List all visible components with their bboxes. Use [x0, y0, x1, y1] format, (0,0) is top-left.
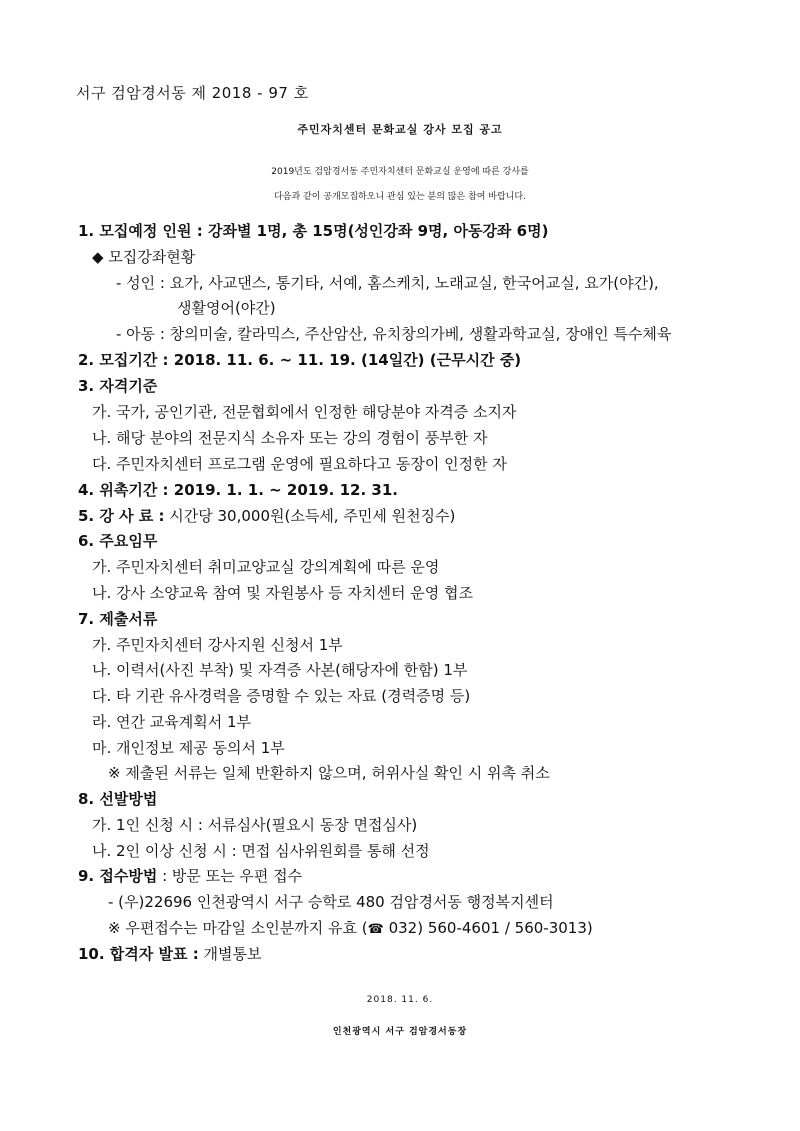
- section-7-item-c: 다. 타 기관 유사경력을 증명할 수 있는 자료 (경력증명 등): [92, 687, 471, 705]
- section-4-heading: 4. 위촉기간 : 2019. 1. 1. ~ 2019. 12. 31.: [78, 481, 398, 499]
- section-8-heading: 8. 선발방법: [78, 790, 158, 808]
- section-9-note: [108, 918, 593, 940]
- section-10-value: 개별통보: [198, 945, 262, 963]
- section-7-item-a: 가. 주민자치센터 강사지원 신청서 1부: [92, 636, 343, 654]
- section-7-item-d: 라. 연간 교육계획서 1부: [92, 713, 252, 731]
- document-number: 서구 검암경서동 제 2018 - 97 호: [76, 84, 309, 102]
- adult-courses-line-1: - 성인 : 요가, 사교댄스, 통기타, 서예, 홈스케치, 노래교실, 한국어교실, 요가(야간),: [116, 274, 659, 292]
- section-9-line: [78, 866, 302, 886]
- section-10-label: 10. 합격자 발표 :: [78, 945, 199, 963]
- section-9-value: : 방문 또는 우편 접수: [157, 867, 303, 885]
- child-courses-line: - 아동 : 창의미술, 칼라믹스, 주산암산, 유치창의가베, 생활과학교실, 장애인 특수체육: [116, 325, 672, 343]
- section-5-label: 5. 강 사 료 :: [78, 507, 165, 525]
- section-6-item-b: 나. 강사 소양교육 참여 및 자원봉사 등 자치센터 운영 협조: [92, 584, 473, 602]
- notice-date: 2018. 11. 6.: [366, 995, 434, 1005]
- section-5-line: [78, 506, 455, 526]
- section-3-heading: 3. 자격기준: [78, 377, 158, 395]
- section-3-item-a: 가. 국가, 공인기관, 전문협회에서 인정한 해당분야 자격증 소지자: [92, 403, 517, 421]
- adult-courses-line-2: 생활영어(야간): [177, 299, 276, 317]
- section-8-item-b: 나. 2인 이상 신청 시 : 면접 심사위원회를 통해 선정: [92, 842, 430, 860]
- section-7-item-b: 나. 이력서(사진 부착) 및 자격증 사본(해당자에 한함) 1부: [92, 661, 468, 679]
- intro-line-1: 2019년도 검암경서동 주민자치센터 문화교실 운영에 따른 강사를: [271, 167, 529, 177]
- section-5-value: 시간당 30,000원(소득세, 주민세 원천징수): [164, 507, 456, 525]
- section-7-heading: 7. 제출서류: [78, 610, 158, 628]
- section-9-label: 9. 접수방법: [78, 867, 158, 885]
- intro-line-2: 다음과 같이 공개모집하오니 관심 있는 분의 많은 참여 바랍니다.: [274, 192, 526, 202]
- section-10-line: [78, 944, 261, 964]
- section-9-address: - (우)22696 인천광역시 서구 승학로 480 검암경서동 행정복지센터: [108, 893, 554, 911]
- section-7-note: ※ 제출된 서류는 일체 반환하지 않으며, 허위사실 확인 시 위촉 취소: [108, 764, 550, 782]
- section-2-heading: 2. 모집기간 : 2018. 11. 6. ~ 11. 19. (14일간) (근무시간 중): [78, 351, 522, 369]
- phone-icon: ☎: [367, 922, 384, 937]
- section-3-item-b: 나. 해당 분야의 전문지식 소유자 또는 강의 경험이 풍부한 자: [92, 429, 488, 447]
- section-1-subheading: ◆ 모집강좌현황: [92, 248, 196, 266]
- section-9-note-text: ※ 우편접수는 마감일 소인분까지 유효 (: [108, 919, 368, 937]
- section-3-item-c: 다. 주민자치센터 프로그램 운영에 필요하다고 동장이 인정한 자: [92, 455, 507, 473]
- section-6-item-a: 가. 주민자치센터 취미교양교실 강의계획에 따른 운영: [92, 558, 440, 576]
- section-8-item-a: 가. 1인 신청 시 : 서류심사(필요시 동장 면접심사): [92, 816, 418, 834]
- section-6-heading: 6. 주요임무: [78, 532, 158, 550]
- section-7-item-e: 마. 개인정보 제공 동의서 1부: [92, 739, 285, 757]
- section-9-phone-numbers: 032) 560-4601 / 560-3013): [383, 919, 593, 937]
- section-1-heading: 1. 모집예정 인원 : 강좌별 1명, 총 15명(성인강좌 9명, 아동강좌 6명): [78, 222, 549, 240]
- issuer-signature: 인천광역시 서구 검암경서동장: [332, 1027, 468, 1037]
- page-title: 주민자치센터 문화교실 강사 모집 공고: [297, 123, 503, 136]
